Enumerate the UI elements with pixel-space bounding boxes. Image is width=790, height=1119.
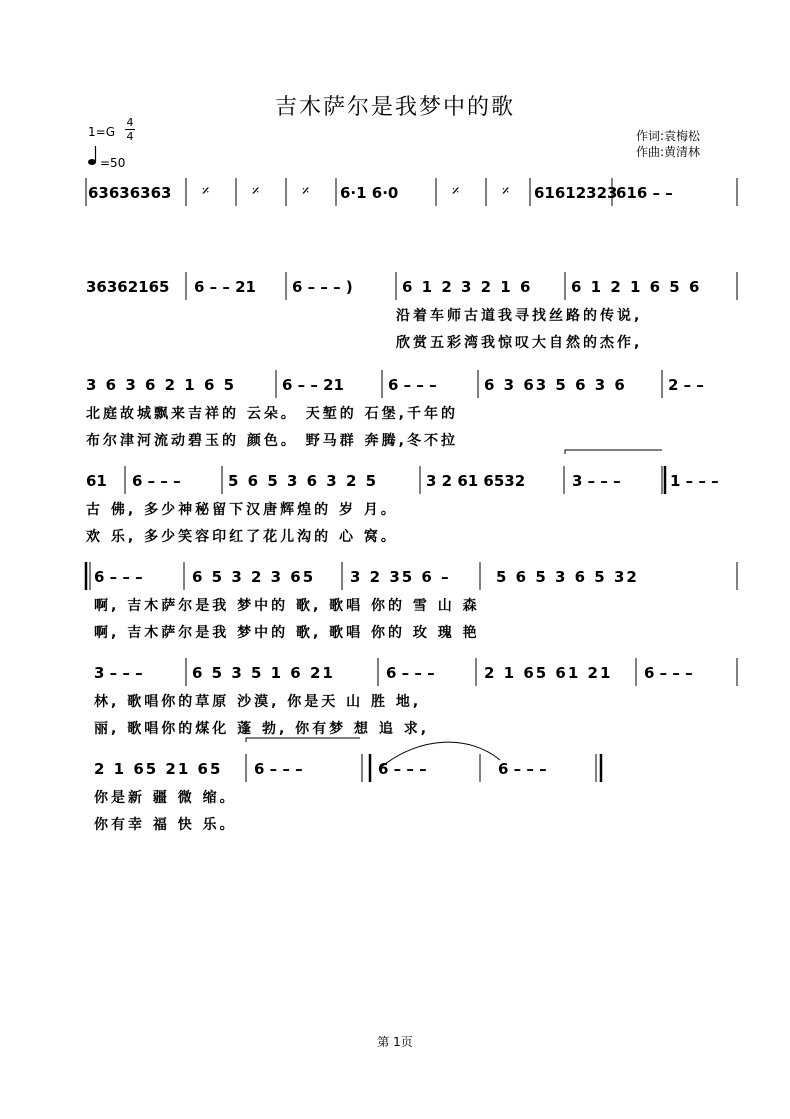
lyrics-line-1: 北庭故城飘来吉祥的 云朵。 天堑的 石堡,千年的 <box>86 406 458 422</box>
tempo: =50 <box>100 156 126 170</box>
measure: 3 2 35 6 – <box>350 568 451 586</box>
measure: 6 – – 21 <box>282 376 344 394</box>
measure: 3 2 61 6532 <box>426 472 526 490</box>
measure: 6 – – – <box>498 760 547 778</box>
measure: 6 3 63 5 6 3 6 <box>484 376 627 394</box>
song-title: 吉木萨尔是我梦中的歌 <box>274 95 515 120</box>
lyrics-line-2: 丽, 歌唱你的煤化 蓬 勃, 你有梦 想 追 求, <box>94 721 430 737</box>
time-signature-bottom: 4 <box>126 130 134 143</box>
measure: 6 – – – <box>378 760 427 778</box>
lyrics-line-2: 欢 乐, 多少笑容印红了花儿沟的 心 窝。 <box>86 529 398 545</box>
lyrics-line-1: 古 佛, 多少神秘留下汉唐辉煌的 岁 月。 <box>86 502 398 518</box>
lyrics-line-2: 啊, 吉木萨尔是我 梦中的 歌, 歌唱 你的 玫 瑰 艳 <box>94 625 480 641</box>
measure: 6 – – – <box>388 376 437 394</box>
repeat-measure-icon: 𝄎 <box>452 182 460 200</box>
lyricist: 作词:袁梅松 <box>636 129 701 143</box>
measure: 6·1 6·0 <box>340 184 399 202</box>
lyrics-line-1: 沿着车师古道我寻找丝路的传说, <box>396 308 643 324</box>
repeat-measure-icon: 𝄎 <box>252 182 260 200</box>
measure: 6 – – – <box>386 664 435 682</box>
measure: 2 – – <box>668 376 704 394</box>
notes-system-1 <box>88 184 172 202</box>
key-signature: 1=G <box>88 125 115 139</box>
measure: 63636363 <box>88 184 172 202</box>
measure: 6 1 2 3 2 1 6 <box>402 278 533 296</box>
repeat-measure-icon: 𝄎 <box>302 182 310 200</box>
measure: 1 – – – <box>670 472 719 490</box>
measure: 61612323 <box>534 184 618 202</box>
time-signature-top: 4 <box>126 116 134 129</box>
measure: 6 5 3 5 1 6 21 <box>192 664 335 682</box>
lyrics-line-1: 啊, 吉木萨尔是我 梦中的 歌, 歌唱 你的 雪 山 森 <box>94 598 480 614</box>
lyrics-line-2: 布尔津河流动碧玉的 颜色。 野马群 奔腾,冬不拉 <box>86 433 458 449</box>
measure: 3 – – – <box>94 664 143 682</box>
measure: 6 – – – <box>132 472 181 490</box>
measure: 6 1 2 1 6 5 6 <box>571 278 702 296</box>
measure: 5 6 5 3 6 5 32 <box>496 568 639 586</box>
measure: 6 5 3 2 3 65 <box>192 568 316 586</box>
measure: 61 <box>86 472 107 490</box>
measure: 6 – – 21 <box>194 278 256 296</box>
repeat-measure-icon: 𝄎 <box>502 182 510 200</box>
lyrics-line-1: 林, 歌唱你的草原 沙漠, 你是天 山 胜 地, <box>94 694 422 710</box>
measure: 3 6 3 6 2 1 6 5 <box>86 376 237 394</box>
measure: 6 – – – <box>644 664 693 682</box>
measure: 6 – – – ) <box>292 278 353 296</box>
measure: 6 – – – <box>254 760 303 778</box>
measure: 616 – – <box>616 184 673 202</box>
measure: 5 6 5 3 6 3 2 5 <box>228 472 379 490</box>
measure: 6 – – – <box>94 568 143 586</box>
lyrics-line-2: 欣赏五彩湾我惊叹大自然的杰作, <box>396 335 643 351</box>
page-number: 第 1页 <box>377 1035 413 1049</box>
repeat-measure-icon: 𝄎 <box>202 182 210 200</box>
measure: 2 1 65 21 65 <box>94 760 223 778</box>
composer: 作曲:黄清林 <box>636 145 701 159</box>
lyrics-line-2: 你有幸 福 快 乐。 <box>94 817 237 833</box>
measure: 36362165 <box>86 278 170 296</box>
measure: 3 – – – <box>572 472 621 490</box>
lyrics-line-1: 你是新 疆 微 缩。 <box>94 790 237 806</box>
measure: 2 1 65 61 21 <box>484 664 613 682</box>
